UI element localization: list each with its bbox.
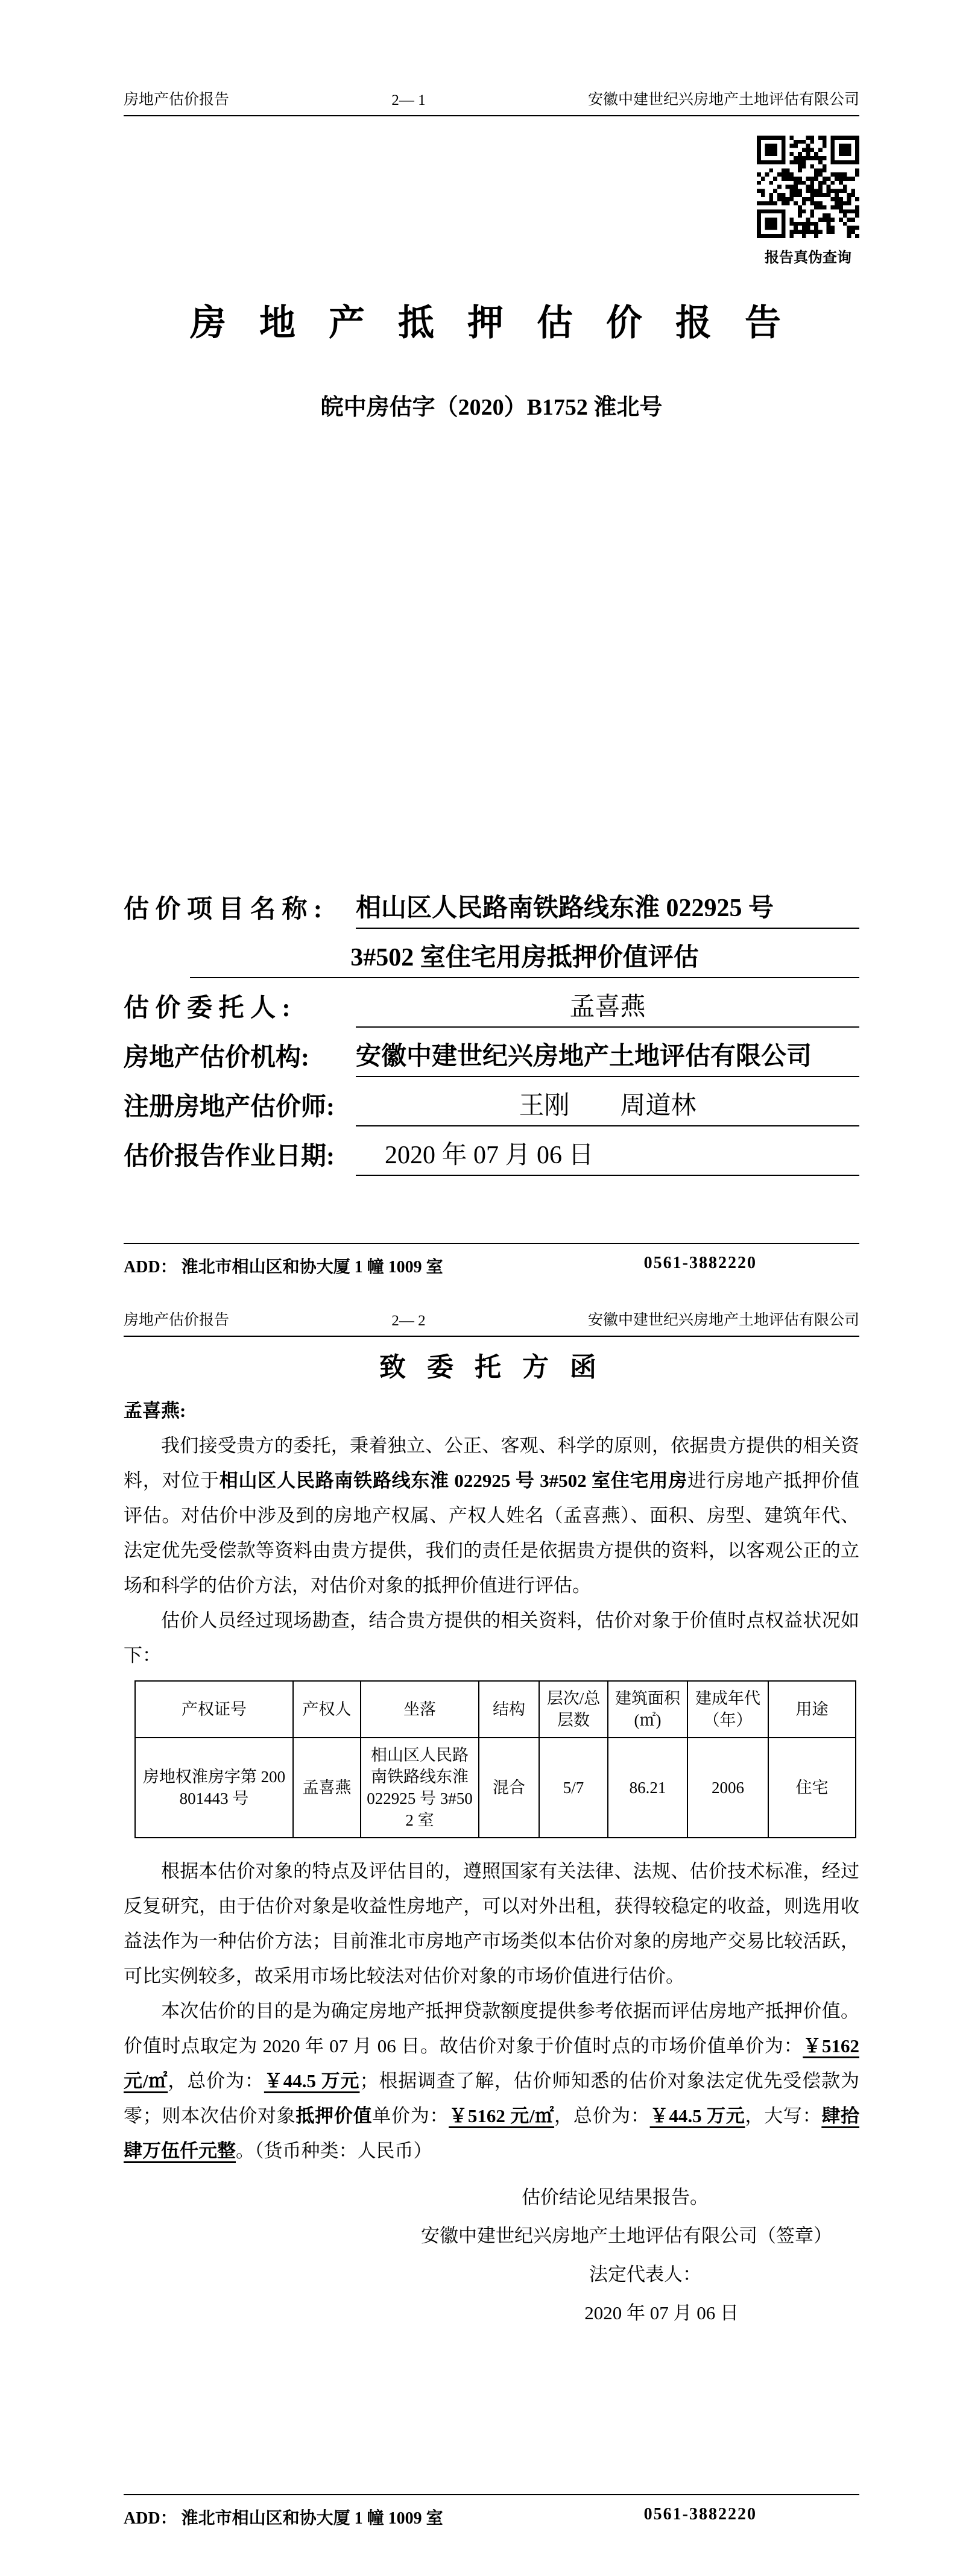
col-header-owner: 产权人 <box>293 1681 361 1738</box>
footer-address: ADD： 淮北市相山区和协大厦 1 幢 1009 室 <box>124 1258 443 1277</box>
col-header-cert-no: 产权证号 <box>135 1681 293 1738</box>
col-header-year-built: 建成年代（年） <box>687 1681 768 1738</box>
header-doc-type: 房地产估价报告 <box>124 1312 230 1328</box>
col-header-use: 用途 <box>768 1681 856 1738</box>
cell-area: 86.21 <box>608 1738 687 1838</box>
cell-structure: 混合 <box>479 1738 539 1838</box>
cell-floor: 5/7 <box>539 1738 608 1838</box>
paragraph-valuation: 本次估价的目的是为确定房地产抵押贷款额度提供参考依据而评估房地产抵押价值。价值时点取定为 2020 年 07 月 06 日。故估价对象于价值时点的市场价值单价为：￥5162 元/㎡，总价为：￥44.5 万元；根据调查了解，估价师知悉的估价对象法定优先受偿款为零；则本次估价对象抵押价值单价为：￥5162 元/㎡，总价为：￥44.5 万元，大写：肆拾肆万伍仟元整。（货币种类：人民币） <box>124 2000 860 2161</box>
field-row-report-date <box>124 1126 859 1176</box>
field-label: 估价报告作业日期: <box>124 1143 335 1170</box>
property-rights-table <box>134 1680 856 1838</box>
page-footer <box>124 2494 859 2529</box>
page-header <box>124 1290 859 1337</box>
table-header-row <box>135 1681 856 1738</box>
paragraph-methods: 根据本估价对象的特点及评估目的，遵照国家有关法律、法规、估价技术标准，经过反复研究，由于估价对象是收益性房地产，可以对外出租，获得较稳定的收益，则选用收益法作为一种估价方法；目前淮北市房地产市场类似本估价对象的房地产交易比较活跃，可比实例较多，故采用市场比较法对估价对象的市场价值进行估价。 <box>124 1861 859 1987</box>
closing-block <box>124 2178 859 2333</box>
page-header <box>124 0 859 116</box>
qr-code <box>757 136 859 238</box>
report-title: 房 地 产 抵 押 估 价 报 告 <box>190 303 793 343</box>
col-header-floor: 层次/总层数 <box>539 1681 608 1738</box>
closing-conclusion: 估价结论见结果报告。 <box>522 2187 709 2208</box>
field-label <box>124 975 190 978</box>
field-value: 孟喜燕 <box>356 987 859 1028</box>
closing-company-seal: 安徽中建世纪兴房地产土地评估有限公司（签章） <box>421 2225 832 2246</box>
field-value: 相山区人民路南铁路线东淮 022925 号 <box>356 888 859 929</box>
footer-phone: 0561-3882220 <box>643 2505 757 2524</box>
field-label: 房地产估价机构: <box>124 1044 309 1072</box>
cover-fields <box>124 879 859 1176</box>
footer-address: ADD： 淮北市相山区和协大厦 1 幢 1009 室 <box>124 2509 443 2528</box>
field-row-appraisers <box>124 1077 859 1126</box>
letter-title: 致 委 托 方 函 <box>379 1352 604 1382</box>
field-label: 估 价 委 托 人 : <box>124 994 291 1022</box>
header-page-number: 2— 1 <box>391 92 426 108</box>
cell-cert-no: 房地权淮房字第 200801443 号 <box>135 1738 293 1838</box>
field-label: 注册房地产估价师: <box>124 1093 335 1121</box>
col-header-area: 建筑面积(㎡) <box>608 1681 687 1738</box>
footer-phone: 0561-3882220 <box>643 1254 757 1272</box>
field-value: 王刚 周道林 <box>356 1085 859 1126</box>
paragraph-survey: 估价人员经过现场勘查，结合贵方提供的相关资料，估价对象于价值时点权益状况如下： <box>124 1610 859 1666</box>
cell-use: 住宅 <box>768 1738 856 1838</box>
cell-location: 相山区人民路南铁路线东淮 022925 号 3#502 室 <box>361 1738 479 1838</box>
table-row <box>135 1738 856 1838</box>
paragraph-intro: 我们接受贵方的委托，秉着独立、公正、客观、科学的原则，依据贵方提供的相关资料，对位于相山区人民路南铁路线东淮 022925 号 3#502 室住宅用房进行房地产抵押价值评估。对估价中涉及到的房地产权属、产权人姓名（孟喜燕）、面积、房型、建筑年代、法定优先受偿款等资料由贵方提供，我们的责任是依据贵方提供的资料，以客观公正的立场和科学的估价方法，对估价对象的抵押价值进行评估。 <box>124 1435 860 1596</box>
salutation: 孟喜燕: <box>124 1400 186 1421</box>
header-company-name: 安徽中建世纪兴房地产土地评估有限公司 <box>587 92 859 108</box>
field-row-client <box>124 978 859 1028</box>
field-row-project-name-continuation <box>124 929 859 978</box>
closing-date: 2020 年 07 月 06 日 <box>584 2302 739 2323</box>
header-company-name: 安徽中建世纪兴房地产土地评估有限公司 <box>587 1312 859 1328</box>
page-footer <box>124 1243 859 1278</box>
qr-verification-block <box>757 136 859 266</box>
header-doc-type: 房地产估价报告 <box>124 92 230 108</box>
report-number: 皖中房估字（2020）B1752 淮北号 <box>320 395 663 420</box>
field-label: 估 价 项 目 名 称 : <box>124 896 322 923</box>
closing-legal-representative: 法定代表人： <box>589 2264 701 2285</box>
page-2 <box>0 1290 957 2576</box>
qr-caption: 报告真伪查询 <box>765 250 851 266</box>
cell-owner: 孟喜燕 <box>293 1738 361 1838</box>
header-page-number: 2— 2 <box>391 1313 426 1329</box>
field-row-project-name <box>124 879 859 929</box>
col-header-structure: 结构 <box>479 1681 539 1738</box>
field-value: 2020 年 07 月 06 日 <box>356 1135 859 1176</box>
field-value: 3#502 室住宅用房抵押价值评估 <box>190 937 859 978</box>
field-row-agency <box>124 1028 859 1077</box>
col-header-location: 坐落 <box>361 1681 479 1738</box>
cell-year-built: 2006 <box>687 1738 768 1838</box>
field-value: 安徽中建世纪兴房地产土地评估有限公司 <box>356 1036 859 1077</box>
